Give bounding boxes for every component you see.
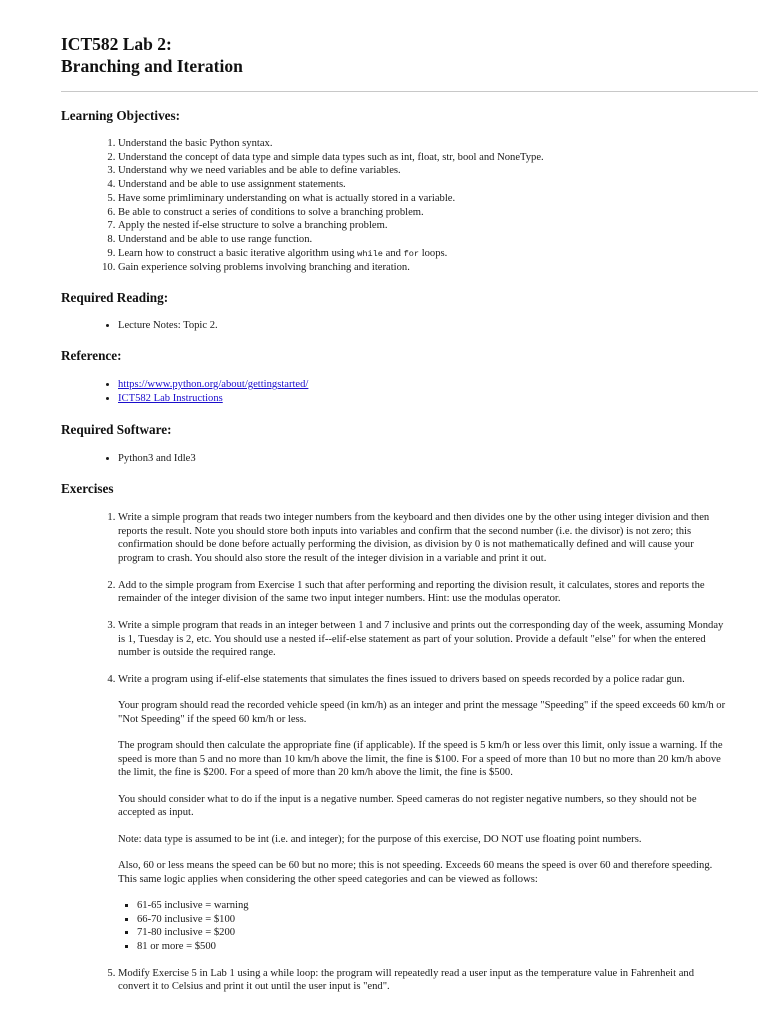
page-title: [61, 33, 243, 77]
exercise-5: 5. Modify Exercise 5 in Lab 1 using a while loop: the program will repeatedly read a user input as the temperature value in Fahrenheit and convert it to Celsius and print it out until the user input is "end".: [118, 967, 728, 994]
title-line-2: Branching and Iteration: [61, 56, 243, 76]
objective-item: 3. Understand why we need variables and be able to define variables.: [118, 164, 758, 178]
required-software-list: [97, 452, 196, 466]
objective-text: Learn how to construct a basic iterative algorithm using: [118, 247, 358, 259]
speed-categories-list: [118, 899, 728, 954]
objective-item: 4. Understand and be able to use assignment statements.: [118, 178, 758, 192]
exercises-heading: Exercises: [61, 481, 114, 496]
horizontal-divider: [61, 91, 758, 92]
objective-item: 10. Gain experience solving problems involving branching and iteration.: [118, 261, 758, 275]
exercise-4-paragraph: You should consider what to do if the input is a negative number. Speed cameras do not register negative numbers, so they should not be accepted as input.: [118, 793, 697, 819]
reference-list: [97, 378, 308, 405]
objective-item: 7. Apply the nested if-else structure to solve a branching problem.: [118, 219, 758, 233]
reference-item: [118, 378, 308, 392]
code-for: for: [403, 248, 420, 259]
exercise-4-paragraph: The program should then calculate the appropriate fine (if applicable). If the speed is 5 km/h or less over this limit, only issue a warning. If the speed is more than 5 and no more than 10 km/h above the limit, the fine is $100. For a speed of more than 10 but no more than 20 km/h above the limit, the fine is $200. For a speed of more than 20 km/h above the limit, the fine is $500.: [118, 740, 723, 779]
objective-text: loops.: [419, 247, 448, 259]
software-item: • Python3 and Idle3: [118, 452, 196, 466]
objective-text: and: [382, 247, 404, 259]
learning-objectives-list: [97, 137, 758, 275]
reading-item: • Lecture Notes: Topic 2.: [118, 319, 218, 333]
required-reading-list: [97, 319, 218, 333]
exercise-3: 3. Write a simple program that reads in an integer between 1 and 7 inclusive and prints out the corresponding day of the week, assuming Monday is 1, Tuesday is 2, etc. You should use a nested if--elif-else statement as part of your solution. Provide a default "else" for when the entered number is outside the required range.: [118, 619, 728, 660]
exercises-list: [97, 511, 728, 1007]
exercise-4: [118, 673, 728, 954]
objective-item: 6. Be able to construct a series of conditions to solve a branching problem.: [118, 206, 758, 220]
exercise-4-paragraph: Your program should read the recorded vehicle speed (in km/h) as an integer and print the message "Speeding" if the speed exceeds 60 km/h or "Not Speeding" if the speed 60 km/h or less.: [118, 700, 726, 725]
objective-item: [118, 247, 758, 262]
objective-item: 2. Understand the concept of data type and simple data types such as int, float, str, bool and NoneType.: [118, 151, 758, 165]
speed-category-item: ▪ 81 or more = $500: [137, 940, 728, 954]
speed-category-item: ▪ 61-65 inclusive = warning: [137, 899, 728, 913]
exercise-1: 1. Write a simple program that reads two integer numbers from the keyboard and then divides one by the other using integer division and then reports the result. Note you should store both inputs into variables and confirm that the second number (i.e. the divisor) is not zero; this confirmation should be done before actually performing the division, as division by 0 is not mathematically defined and will cause your program to crash. You should also store the result of the integer division in a variable and print it out.: [118, 511, 728, 566]
objective-item: 8. Understand and be able to use range function.: [118, 233, 758, 247]
objective-item: 1. Understand the basic Python syntax.: [118, 137, 758, 151]
lab-instructions-link[interactable]: ICT582 Lab Instructions: [118, 392, 223, 404]
objective-item: 5. Have some primliminary understanding on what is actually stored in a variable.: [118, 192, 758, 206]
exercise-4-paragraph: Note: data type is assumed to be int (i.e. and integer); for the purpose of this exercise, DO NOT use floating point numbers.: [118, 833, 642, 845]
reference-heading: Reference:: [61, 348, 122, 363]
title-line-1: ICT582 Lab 2:: [61, 34, 172, 54]
code-while: while: [357, 248, 383, 259]
exercise-4-paragraph: Also, 60 or less means the speed can be 60 but no more; this is not speeding. Exceeds 60 means the speed is over 60 and therefore speeding. This same logic applies when considering the other speed categories and can be viewed as follows:: [118, 860, 713, 885]
learning-objectives-heading: Learning Objectives:: [61, 108, 181, 123]
python-getting-started-link[interactable]: https://www.python.org/about/gettingstarted/: [118, 379, 309, 390]
required-software-heading: Required Software:: [61, 422, 172, 437]
speed-category-item: ▪ 66-70 inclusive = $100: [137, 913, 728, 927]
reference-item: [118, 392, 308, 406]
speed-category-item: ▪ 71-80 inclusive = $200: [137, 926, 728, 940]
required-reading-heading: Required Reading:: [61, 290, 169, 305]
exercise-4-paragraph: 4. Write a program using if-elif-else statements that simulates the fines issued to drivers based on speeds recorded by a police radar gun.: [118, 673, 685, 685]
exercise-2: 2. Add to the simple program from Exercise 1 such that after performing and reporting the division result, it calculates, stores and reports the remainder of the integer division of the same two input integer numbers. Hint: use the modulas operator.: [118, 579, 728, 606]
